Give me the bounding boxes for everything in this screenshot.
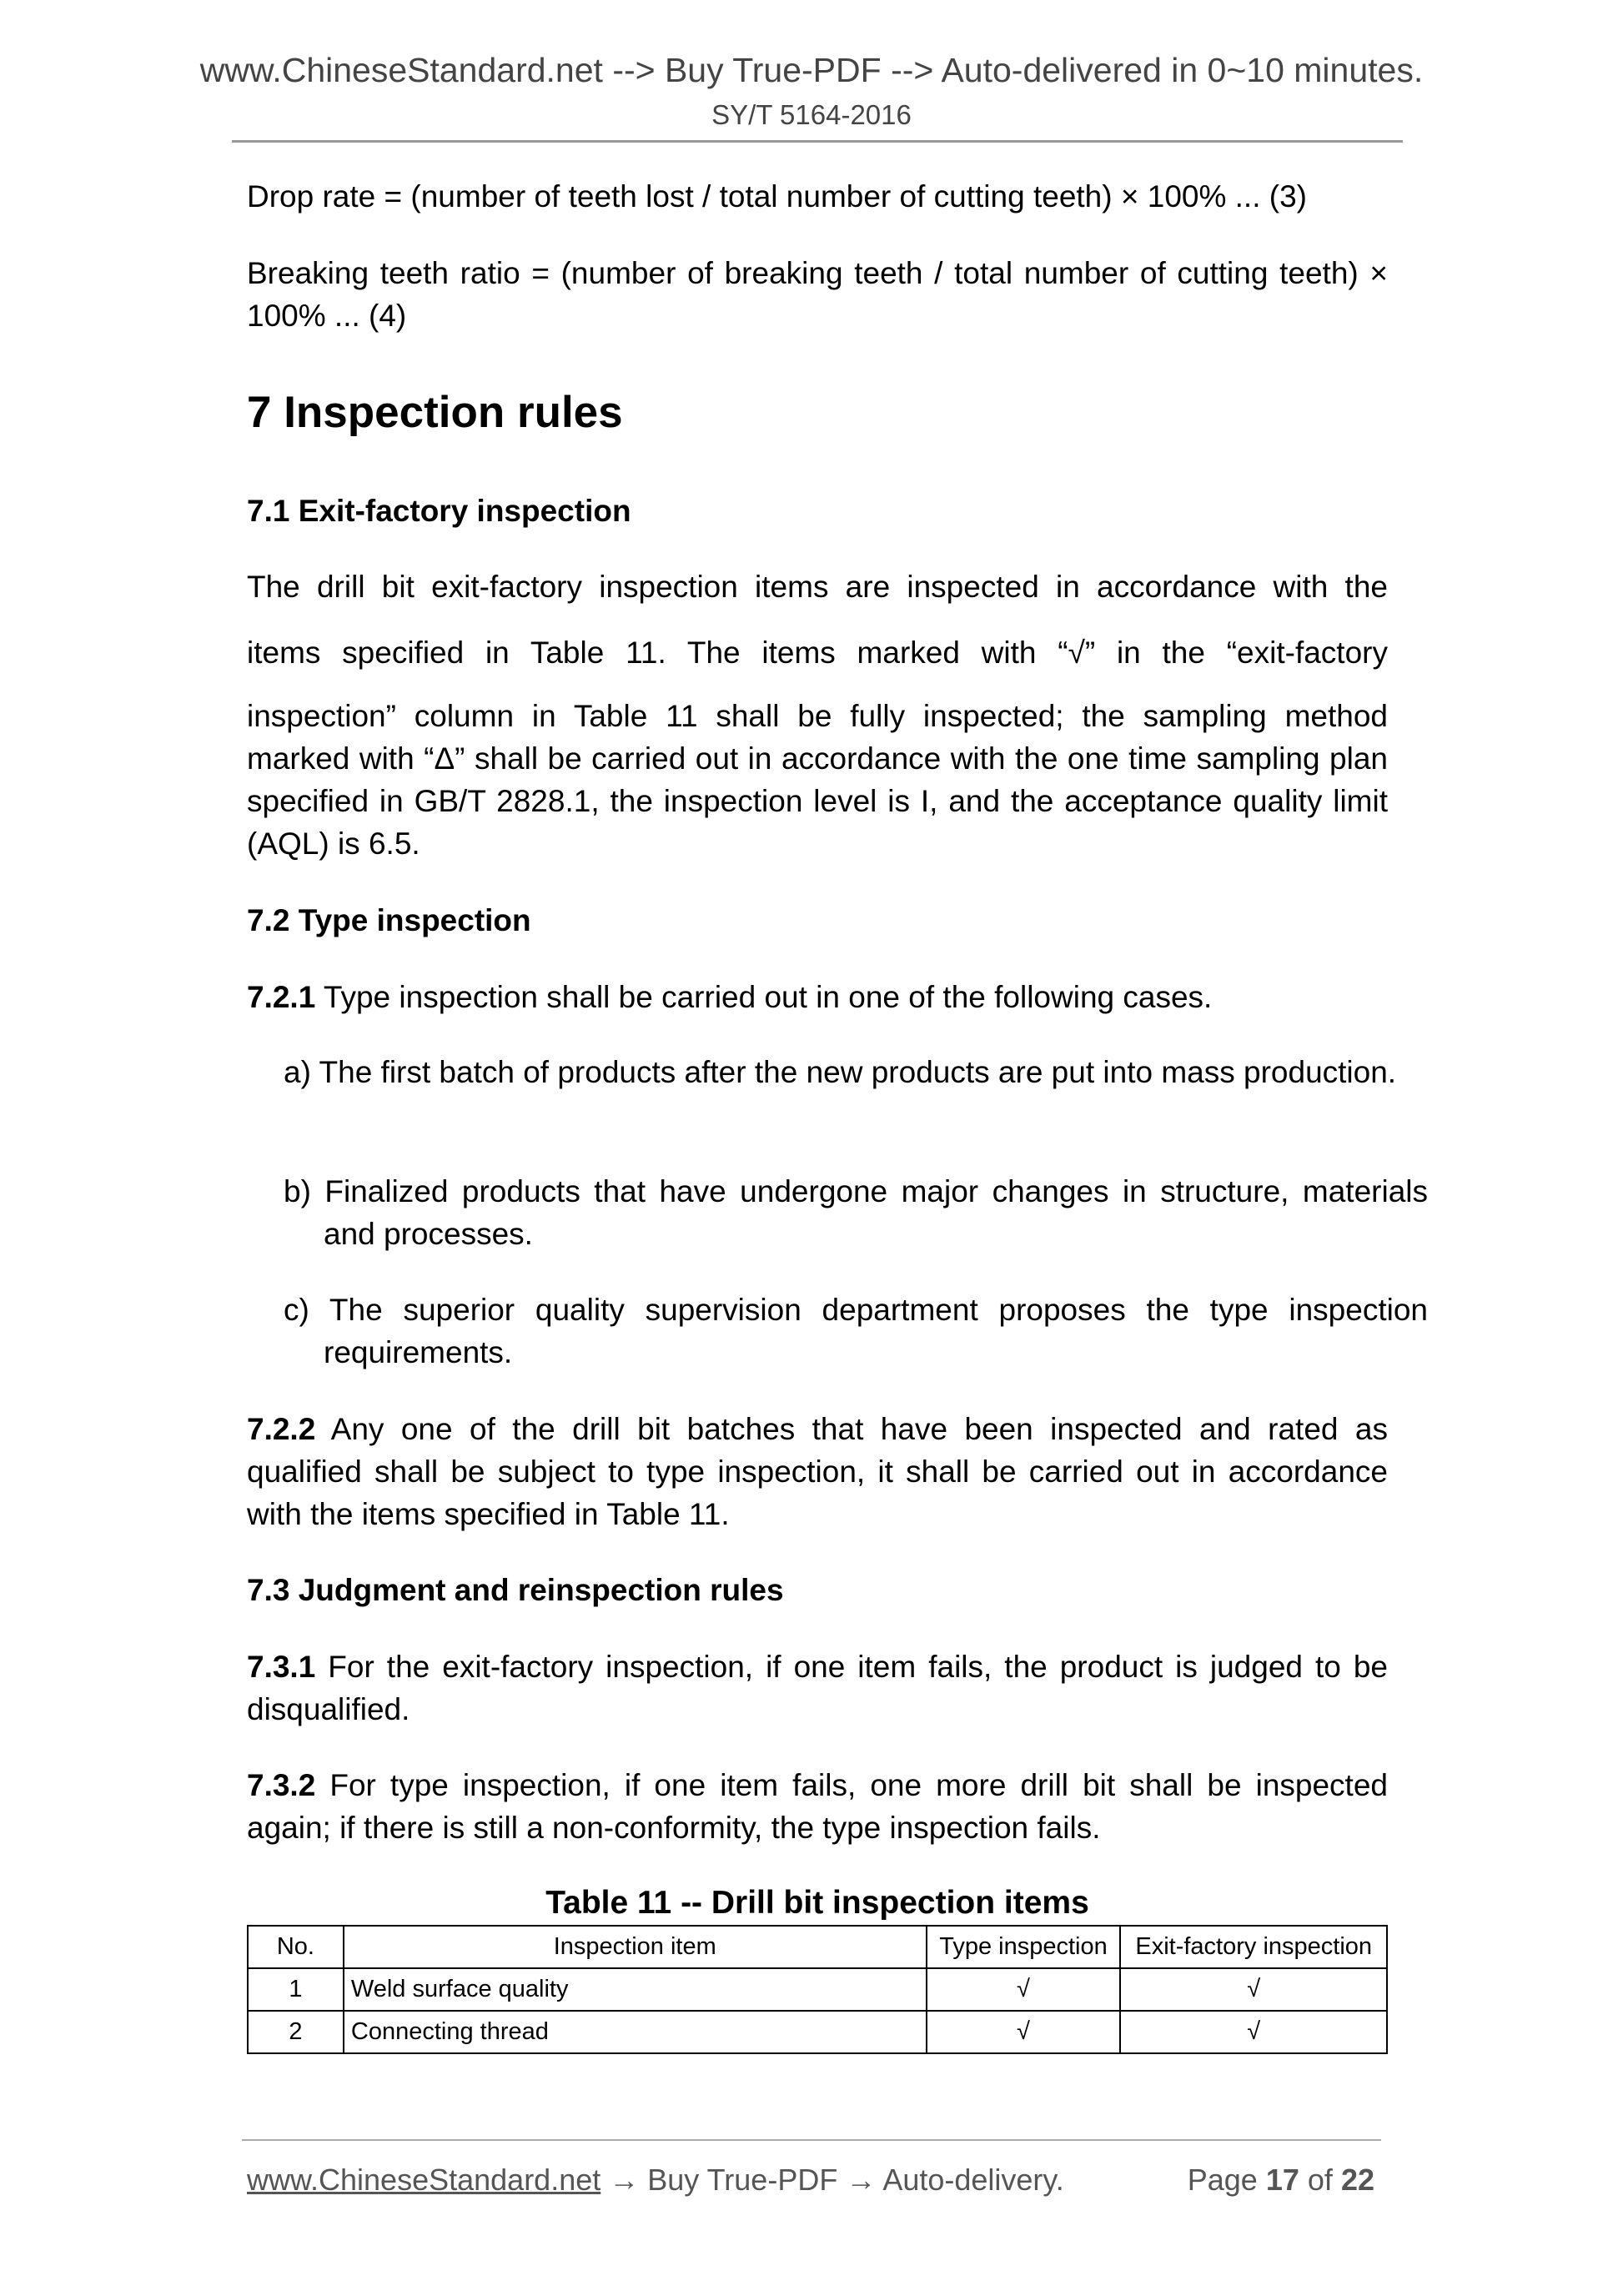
footer-text: → Buy True-PDF → Auto-delivery. <box>600 2163 1064 2197</box>
header-banner: www.ChineseStandard.net --> Buy True-PDF --> Auto-delivered in 0~10 minutes. <box>199 51 1424 89</box>
cell-item: Weld surface quality <box>344 1968 927 2011</box>
paragraph-line: items specified in Table 11. The items marked with “√” in the “exit-factory <box>247 636 1388 670</box>
standard-number: SY/T 5164-2016 <box>711 99 912 130</box>
page-number: 17 <box>1265 2163 1299 2197</box>
column-header: No. <box>248 1926 344 1968</box>
clause-number: 7.2.2 <box>247 1412 316 1446</box>
footer-link[interactable]: www.ChineseStandard.net <box>247 2163 601 2197</box>
paragraph-line: The drill bit exit-factory inspection items are inspected in accordance with the <box>247 570 1388 604</box>
header-rule <box>232 140 1403 143</box>
clause-text: Any one of the drill bit batches that have been inspected and rated as qualified shall be subject to type inspection, it shall be carried out in accordance with the items specified in Table 11. <box>247 1412 1388 1531</box>
column-header: Type inspection <box>927 1926 1121 1968</box>
page-total: 22 <box>1340 2163 1374 2197</box>
clause-text: For the exit-factory inspection, if one item fails, the product is judged to be disqualified. <box>247 1650 1388 1726</box>
column-header: Exit-factory inspection <box>1120 1926 1387 1968</box>
cell-type-check: √ <box>927 1968 1121 2011</box>
cell-no: 2 <box>248 2011 344 2053</box>
formula-drop-rate: Drop rate = (number of teeth lost / total number of cutting teeth) × 100% ... (3) <box>247 179 1307 214</box>
cell-item: Connecting thread <box>344 2011 927 2053</box>
paragraph <box>247 1645 1388 1731</box>
list-item: a) The first batch of products after the new products are put into mass production. <box>284 1055 1397 1089</box>
cell-no: 1 <box>248 1968 344 2011</box>
paragraph <box>247 1408 1388 1535</box>
table-header-row <box>248 1926 1387 1968</box>
clause-text: For type inspection, if one item fails, one more drill bit shall be inspected again; if there is still a non-conformity, the type inspection fails. <box>247 1768 1388 1845</box>
table-caption: Table 11 -- Drill bit inspection items <box>545 1885 1089 1921</box>
clause-number: 7.3.1 <box>247 1650 316 1684</box>
page-label: Page <box>1187 2163 1258 2197</box>
cell-exit-check: √ <box>1120 2011 1387 2053</box>
subsection-heading: 7.3 Judgment and reinspection rules <box>247 1573 784 1607</box>
clause-text: Type inspection shall be carried out in one of the following cases. <box>315 980 1213 1014</box>
page-indicator <box>1188 2158 1374 2202</box>
subsection-heading: 7.2 Type inspection <box>247 903 531 937</box>
paragraph <box>247 1764 1388 1849</box>
paragraph <box>247 976 1388 1018</box>
clause-number: 7.2.1 <box>247 980 316 1014</box>
formula-breaking-ratio: Breaking teeth ratio = (number of breaking teeth / total number of cutting teeth) × 100% ... (4) <box>247 256 1388 333</box>
subsection-heading: 7.1 Exit-factory inspection <box>247 494 631 528</box>
list-item: b) Finalized products that have undergone major changes in structure, materials and processes. <box>284 1174 1428 1251</box>
clause-number: 7.3.2 <box>247 1768 316 1802</box>
column-header: Inspection item <box>344 1926 927 1968</box>
footer-left <box>247 2158 1064 2202</box>
cell-type-check: √ <box>927 2011 1121 2053</box>
list-item: c) The superior quality supervision department proposes the type inspection requirements. <box>284 1293 1428 1369</box>
table-row <box>248 1968 1387 2011</box>
section-heading: 7 Inspection rules <box>247 388 623 437</box>
paragraph: inspection” column in Table 11 shall be fully inspected; the sampling method marked with “Δ” shall be carried out in accordance with the one time sampling plan specified in GB/T 2828.1, the inspection level is I, and the acceptance quality limit (AQL) is 6.5. <box>247 699 1388 861</box>
table-row <box>248 2011 1387 2053</box>
inspection-table <box>247 1925 1388 2054</box>
cell-exit-check: √ <box>1120 1968 1387 2011</box>
of-label: of <box>1307 2163 1333 2197</box>
footer-rule <box>242 2139 1381 2141</box>
